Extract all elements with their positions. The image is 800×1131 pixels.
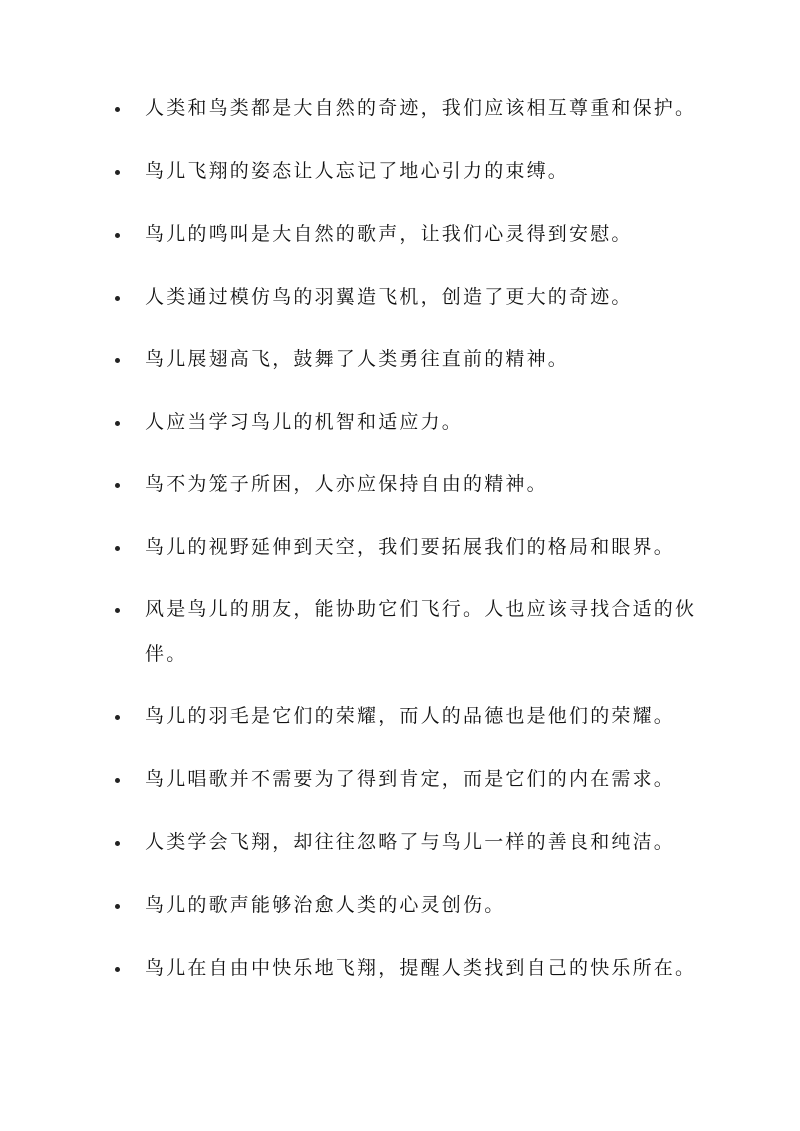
bullet-icon — [115, 358, 120, 363]
bullet-icon — [115, 608, 120, 613]
bullet-icon — [115, 421, 120, 426]
bullet-icon — [115, 107, 120, 112]
bullet-icon — [115, 715, 120, 720]
bullet-icon — [115, 483, 120, 488]
bullet-icon — [115, 546, 120, 551]
bullet-icon — [115, 233, 120, 238]
list-item-text: 人类学会飞翔，却往往忽略了与鸟儿一样的善良和纯洁。 — [145, 831, 676, 853]
bullet-icon — [115, 296, 120, 301]
bullet-icon — [115, 904, 120, 909]
bullet-icon — [115, 841, 120, 846]
bullet-icon — [115, 967, 120, 972]
list-item-text: 人应当学习鸟儿的机智和适应力。 — [145, 411, 464, 433]
list-item-text: 人类通过模仿鸟的羽翼造飞机，创造了更大的奇迹。 — [145, 286, 633, 308]
list-item-text: 鸟儿展翅高飞，鼓舞了人类勇往直前的精神。 — [145, 348, 570, 370]
list-item-text: 鸟儿的歌声能够治愈人类的心灵创伤。 — [145, 894, 506, 916]
list-item-text: 风是鸟儿的朋友，能协助它们飞行。人也应该寻找合适的伙伴。 — [145, 598, 697, 665]
list-item-text: 鸟儿飞翔的姿态让人忘记了地心引力的束缚。 — [145, 160, 570, 182]
list-item-text: 鸟儿在自由中快乐地飞翔，提醒人类找到自己的快乐所在。 — [145, 957, 697, 979]
list-item-text: 鸟儿唱歌并不需要为了得到肯定，而是它们的内在需求。 — [145, 768, 676, 790]
list-item-text: 鸟不为笼子所困，人亦应保持自由的精神。 — [145, 473, 548, 495]
bullet-icon — [115, 170, 120, 175]
list-item-text: 鸟儿的羽毛是它们的荣耀，而人的品德也是他们的荣耀。 — [145, 705, 676, 727]
list-item-text: 人类和鸟类都是大自然的奇迹，我们应该相互尊重和保护。 — [145, 97, 697, 119]
list-item-text: 鸟儿的鸣叫是大自然的歌声，让我们心灵得到安慰。 — [145, 223, 633, 245]
bullet-icon — [115, 778, 120, 783]
list-item-text: 鸟儿的视野延伸到天空，我们要拓展我们的格局和眼界。 — [145, 536, 676, 558]
